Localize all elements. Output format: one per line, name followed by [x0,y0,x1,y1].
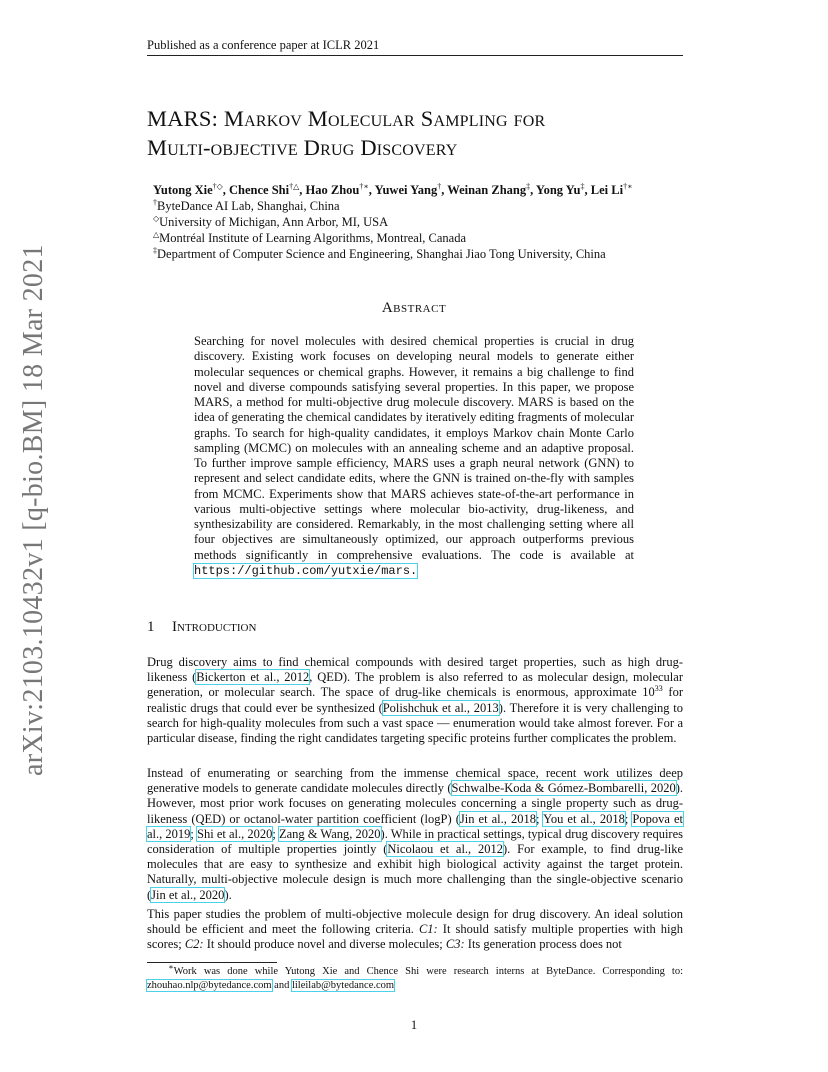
footnote: ∗Work was done while Yutong Xie and Chence Shi were research interns at ByteDance. Corresponding to: zhouhao.nlp@bytedance.com and lileilab@bytedance.com [147,962,684,991]
header-rule [147,55,683,56]
title-line-1: MARS: Markov Molecular Sampling for [147,106,546,131]
email-link[interactable]: lileilab@bytedance.com [291,979,395,991]
paragraph: Drug discovery aims to find chemical compounds with desired target properties, such as high drug-likeness (Bickerton et al., 2012, QED). The problem is also referred to as molecular design, molecular generation, or molecular search. The space of drug-like chemicals is enormous, approximate $10^{33}$ for realistic drugs that could ever be synthesized (Polishchuk et al., 2013). Therefore it is very challenging to search for high-quality molecules from such a vast space — enumeration would take almost forever. For a particular disease, finding the right candidates targeting specific proteins further complicates the problem. [147,655,683,746]
author: Chence Shi [229,183,290,197]
author-mark: †△ [289,181,300,191]
author-mark: †◇ [212,181,223,191]
abstract-body: Searching for novel molecules with desired chemical properties is crucial in drug discovery. Existing work focuses on developing neural models to generate either molecular sequences or chemical graphs. However, it remains a big challenge to find novel and diverse compounds satisfying several properties. In this paper, we propose MARS, a method for multi-objective drug molecule discovery. MARS is based on the idea of generating the chemical candidates by iteratively editing fragments of molecular graphs. To search for high-quality candidates, it employs Markov chain Monte Carlo sampling (MCMC) on molecules with an annealing scheme and an adaptive proposal. To further improve sample efficiency, MARS uses a graph neural network (GNN) to represent and select candidate edits, where the GNN is trained on-the-fly with samples from MCMC. Experiments show that MARS achieves state-of-the-art performance in various multi-objective settings where molecular bio-activity, drug-likeness, and synthesizability are considered. Remarkably, in the most challenging setting where all four objectives are simultaneously optimized, our approach outperforms previous methods significantly in comprehensive evaluations. The code is available at https://github.com/yutxie/mars. [194,334,634,578]
author: Weinan Zhang [447,183,527,197]
affiliation: †ByteDance AI Lab, Shanghai, China [153,197,340,213]
citation-link[interactable]: Polishchuk et al., 2013 [382,700,499,715]
page-number: 1 [410,1018,418,1032]
affiliation: ◇University of Michigan, Ann Arbor, MI, USA [153,213,389,229]
author-mark: † [437,181,442,191]
footnote-rule [147,962,277,963]
citation-link[interactable]: You et al., 2018 [543,811,625,826]
running-header: Published as a conference paper at ICLR 2021 [147,38,380,52]
citation-link[interactable]: Jin et al., 2018 [459,811,536,826]
author: Yuwei Yang [374,183,438,197]
citation-link[interactable]: Zang & Wang, 2020 [278,826,381,841]
citation-link[interactable]: Shi et al., 2020 [197,826,273,841]
paper-title [147,104,707,162]
affiliation: ‡Department of Computer Science and Engineering, Shanghai Jiao Tong University, China [153,245,606,261]
code-link[interactable]: https://github.com/yutxie/mars. [194,563,418,578]
citation-link[interactable]: Schwalbe-Koda & Gómez-Bombarelli, 2020 [451,781,676,796]
section-heading [147,619,256,636]
title-line-2: Multi-objective Drug Discovery [147,135,458,160]
author-mark: ‡ [580,181,585,191]
citation-link[interactable]: Popova et al., 2019 [147,811,683,841]
affiliation: △Montréal Institute of Learning Algorithms, Montreal, Canada [153,229,467,245]
abstract-heading: Abstract [381,300,447,316]
arxiv-identifier: arXiv:2103.10432v1 [q-bio.BM] 18 Mar 2021 [18,244,49,776]
author-mark: †∗ [623,181,633,191]
citation-link[interactable]: Bickerton et al., 2012 [196,670,310,685]
author-list: Yutong Xie†◇, Chence Shi†△, Hao Zhou†∗, Yuwei Yang†, Weinan Zhang‡, Yong Yu‡, Lei Li†∗ [153,181,633,197]
section-number: 1 [147,619,155,635]
author: Yong Yu [535,183,581,197]
author-mark: ‡ [526,181,531,191]
section-title: Introduction [172,619,257,635]
email-link[interactable]: zhouhao.nlp@bytedance.com [147,979,272,991]
paragraph: This paper studies the problem of multi-objective molecule design for drug discovery. An ideal solution should be efficient and meet the following criteria. C1: It should satisfy multiple properties with high scores; C2: It should produce novel and diverse molecules; C3: Its generation process does not [147,907,684,952]
author-mark: †∗ [359,181,369,191]
paragraph: Instead of enumerating or searching from the immense chemical space, recent work utilizes deep generative models to generate candidate molecules directly (Schwalbe-Koda & Gómez-Bombarelli, 2020). However, most prior work focuses on generating molecules concerning a single property such as drug-likeness (QED) or octanol-water partition coefficient (logP) (Jin et al., 2018; You et al., 2018; Popova et al., 2019; Shi et al., 2020; Zang & Wang, 2020). While in practical settings, typical drug discovery requires consideration of multiple properties jointly (Nicolaou et al., 2012). For example, to find drug-like molecules that are easy to synthesize and exhibit high biological activity against the target protein. Naturally, multi-objective molecule design is much more challenging than the single-objective scenario (Jin et al., 2020). [147,766,683,902]
citation-link[interactable]: Nicolaou et al., 2012 [387,842,504,857]
author: Yutong Xie [153,183,213,197]
author: Hao Zhou [305,183,360,197]
citation-link[interactable]: Jin et al., 2020 [151,887,225,902]
author: Lei Li [590,183,624,197]
